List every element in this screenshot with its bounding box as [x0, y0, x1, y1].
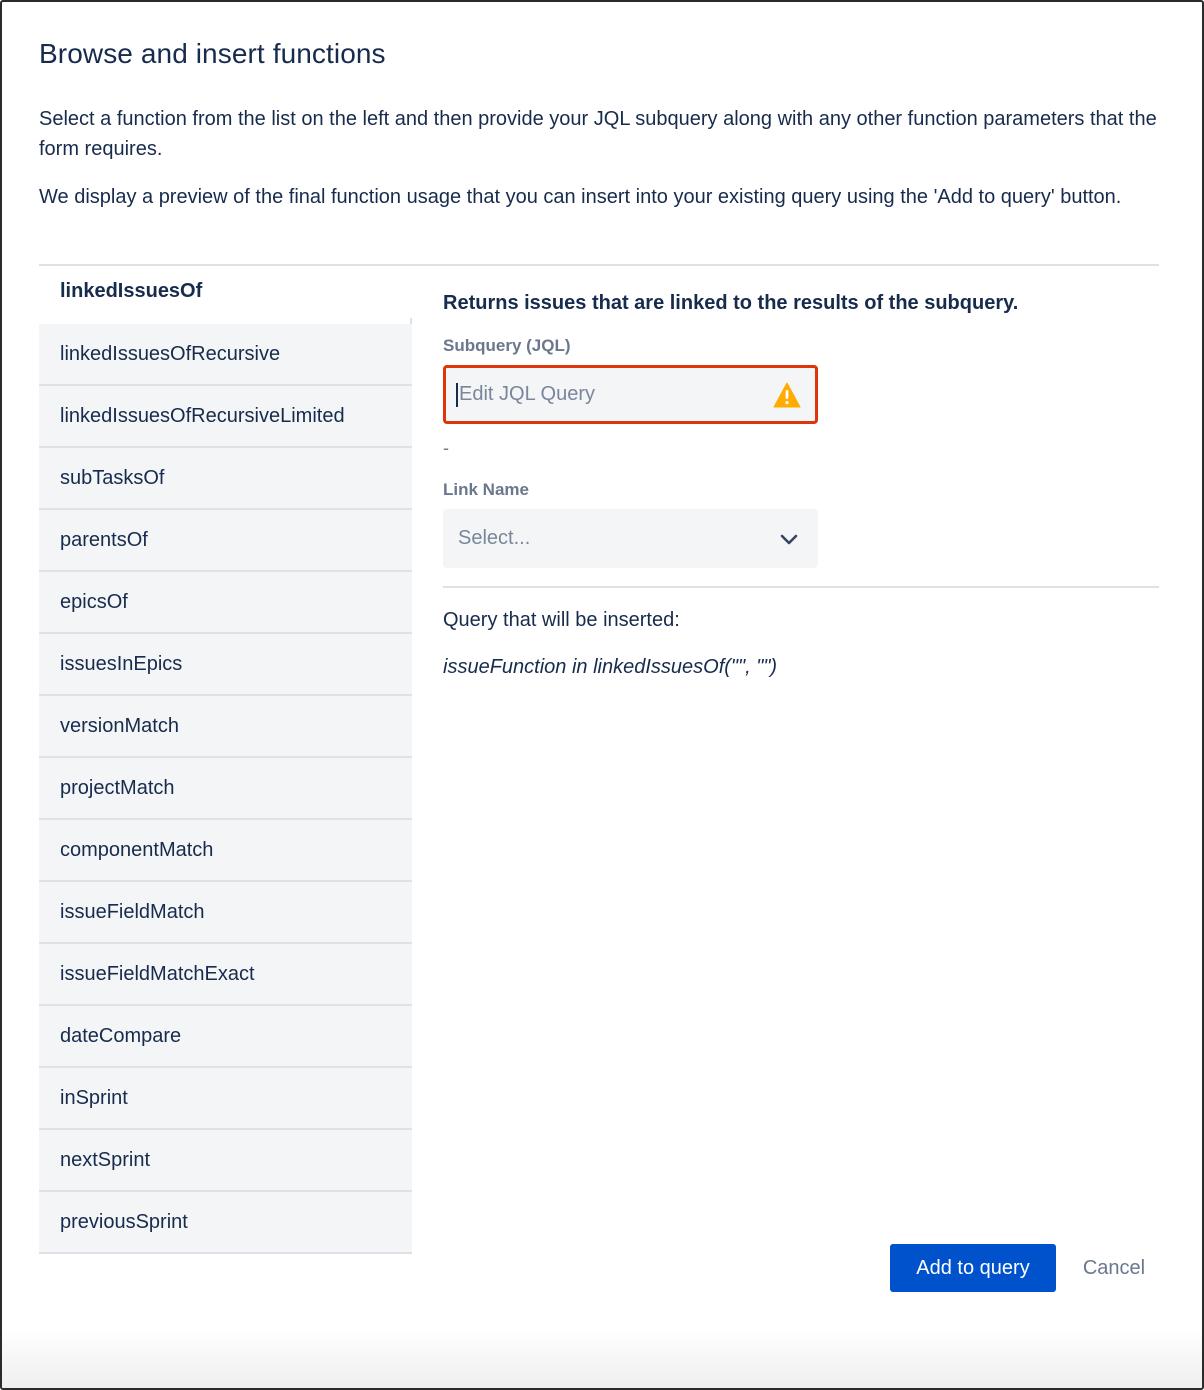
- function-item[interactable]: previousSprint: [39, 1192, 412, 1254]
- dialog-title: Browse and insert functions: [39, 38, 386, 69]
- function-item[interactable]: nextSprint: [39, 1130, 412, 1192]
- dialog-footer-shade: [2, 1328, 1202, 1388]
- preview-label: Query that will be inserted:: [443, 609, 680, 631]
- function-item-selected[interactable]: linkedIssuesOf: [39, 266, 412, 324]
- function-item[interactable]: linkedIssuesOfRecursive: [39, 324, 412, 386]
- link-name-placeholder: Select...: [458, 527, 531, 549]
- intro-preview-note: We display a preview of the final function usage that you can insert into your existing query using the 'Add to query' button.: [39, 186, 1122, 208]
- function-description: Returns issues that are linked to the results of the subquery.: [443, 292, 1019, 314]
- subquery-placeholder: Edit JQL Query: [459, 383, 595, 405]
- function-item[interactable]: subTasksOf: [39, 448, 412, 510]
- function-item[interactable]: issueFieldMatch: [39, 882, 412, 944]
- function-item[interactable]: epicsOf: [39, 572, 412, 634]
- function-item[interactable]: issueFieldMatchExact: [39, 944, 412, 1006]
- function-item[interactable]: linkedIssuesOfRecursiveLimited: [39, 386, 412, 448]
- function-list: [39, 266, 412, 1254]
- subquery-label: Subquery (JQL): [443, 336, 571, 355]
- function-item[interactable]: componentMatch: [39, 820, 412, 882]
- cancel-button[interactable]: Cancel: [1082, 1256, 1146, 1279]
- function-item[interactable]: dateCompare: [39, 1006, 412, 1068]
- divider: [443, 586, 1159, 588]
- subquery-input[interactable]: [443, 365, 818, 424]
- function-item[interactable]: versionMatch: [39, 696, 412, 758]
- add-to-query-button[interactable]: Add to query: [890, 1244, 1056, 1292]
- chevron-down-icon: [778, 529, 800, 549]
- link-name-label: Link Name: [443, 480, 529, 499]
- text-cursor: [456, 383, 458, 407]
- warning-icon: [773, 382, 801, 408]
- link-name-select[interactable]: [443, 509, 818, 568]
- subquery-hint: -: [443, 438, 449, 458]
- function-item[interactable]: issuesInEpics: [39, 634, 412, 696]
- preview-query: issueFunction in linkedIssuesOf("", ""): [443, 656, 778, 678]
- function-item[interactable]: projectMatch: [39, 758, 412, 820]
- intro-instructions: Select a function from the list on the left and then provide your JQL subquery along with any other function parameters that the form requires.: [39, 108, 1157, 160]
- function-item[interactable]: inSprint: [39, 1068, 412, 1130]
- function-item[interactable]: parentsOf: [39, 510, 412, 572]
